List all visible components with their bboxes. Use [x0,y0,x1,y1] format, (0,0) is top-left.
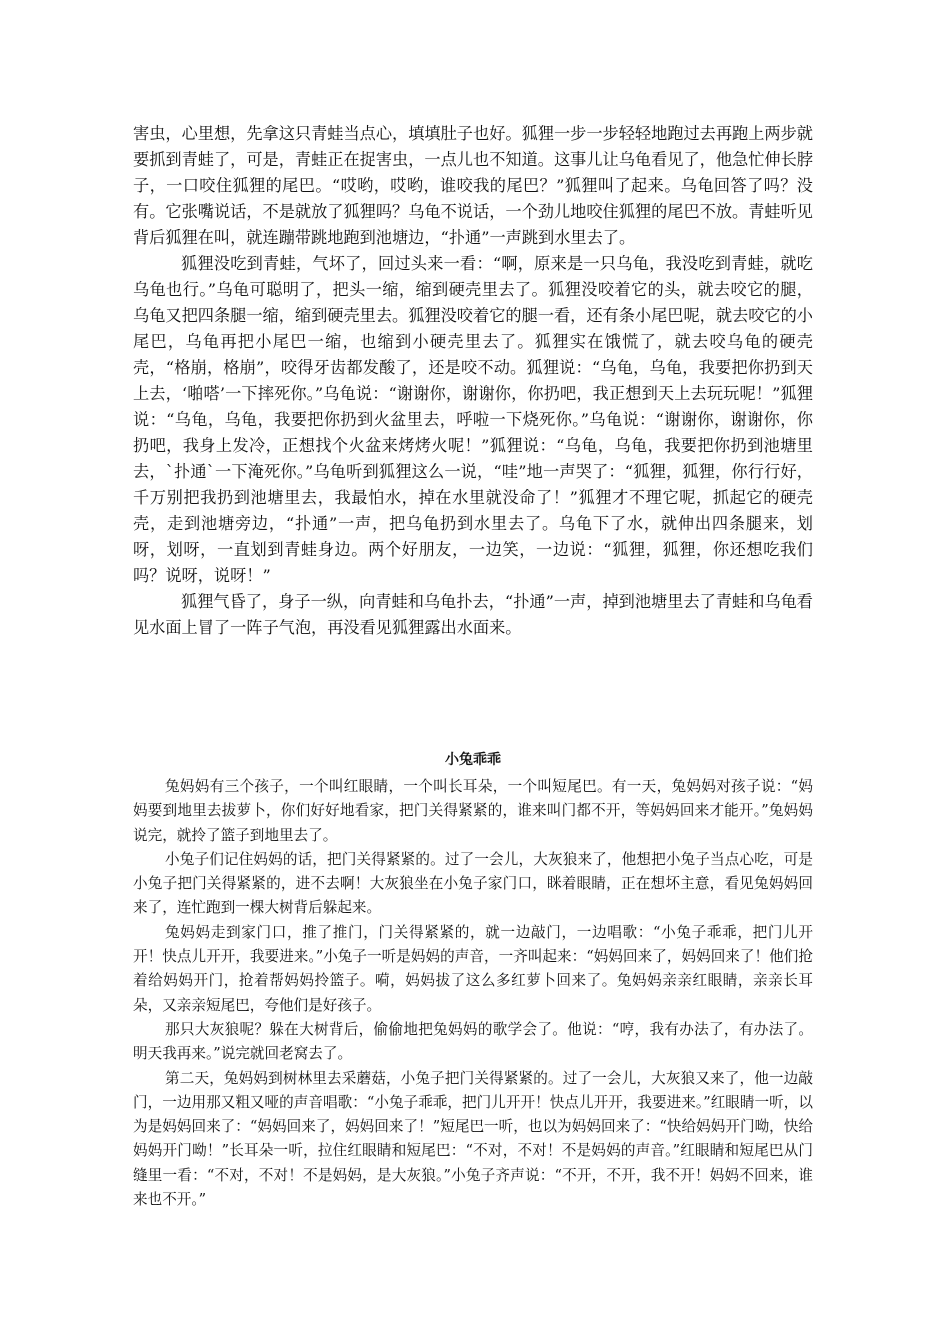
paragraph: 第二天，兔妈妈到树林里去采蘑菇，小兔子把门关得紧紧的。过了一会儿，大灰狼又来了，他一边敲门，一边用那又粗又哑的声音唱歌：“小兔子乖乖，把门儿开开！快点儿开开，我要进来。”红眼睛一听，以为是妈妈回来了：“妈妈回来了，妈妈回来了！”短尾巴一听，也以为妈妈回来了：“快给妈妈开门呦，快给妈妈开门呦！”长耳朵一听，拉住红眼睛和短尾巴：“不对，不对！不是妈妈的声音。”红眼睛和短尾巴从门缝里一看：“不对，不对！不是妈妈，是大灰狼。”小兔子齐声说：“不开，不开，我不开！妈妈不回来，谁来也不开。” [133,1069,813,1209]
paragraph: 兔妈妈走到家门口，推了推门，门关得紧紧的，就一边敲门，一边唱歌：“小兔子乖乖，把门儿开开！快点儿开开，我要进来。”小兔子一听是妈妈的声音，一齐叫起来：“妈妈回来了，妈妈回来了！他们抢着给妈妈开门，抢着帮妈妈拎篮子。嗬，妈妈拔了这么多红萝卜回来了。兔妈妈亲亲红眼睛，亲亲长耳朵，又亲亲短尾巴，夸他们是好孩子。 [133,923,813,1014]
story-little-rabbits [133,775,813,1212]
paragraph: 狐狸没吃到青蛙，气坏了，回过头来一看：“啊，原来是一只乌龟，我没吃到青蛙，就吃乌龟也行。”乌龟可聪明了，把头一缩，缩到硬壳里去了。狐狸没咬着它的头，就去咬它的腿，乌龟又把四条腿一缩，缩到硬壳里去。狐狸没咬着它的腿一看，还有条小尾巴呢，就去咬它的小尾巴，乌龟再把小尾巴一缩，也缩到小硬壳里去了。狐狸实在饿慌了，就去咬乌龟的硬壳壳，“格崩，格崩”，咬得牙齿都发酸了，还是咬不动。狐狸说：“乌龟，乌龟，我要把你扔到天上去，‘啪嗒’一下摔死你。”乌龟说：“谢谢你，谢谢你，你扔吧，我正想到天上去玩玩呢！”狐狸说：“乌龟，乌龟，我要把你扔到火盆里去，呼啦一下烧死你。”乌龟说：“谢谢你，谢谢你，你扔吧，我身上发冷，正想找个火盆来烤烤火呢！”狐狸说：“乌龟，乌龟，我要把你扔到池塘里去，`扑通`一下淹死你。”乌龟听到狐狸这么一说，“哇”地一声哭了：“狐狸，狐狸，你行行好，千万别把我扔到池塘里去，我最怕水，掉在水里就没命了！”狐狸才不理它呢，抓起它的硬壳壳，走到池塘旁边，“扑通”一声，把乌龟扔到水里去了。乌龟下了水，就伸出四条腿来，划呀，划呀，一直划到青蛙身边。两个好朋友，一边笑，一边说：“狐狸，狐狸，你还想吃我们吗？说呀，说呀！” [133,254,813,585]
paragraph: 小兔子们记住妈妈的话，把门关得紧紧的。过了一会儿，大灰狼来了，他想把小兔子当点心吃，可是小兔子把门关得紧紧的，进不去啊！大灰狼坐在小兔子家门口，眯着眼睛，正在想坏主意，看见兔妈妈回来了，连忙跑到一棵大树背后躲起来。 [133,850,813,917]
story-fox-turtle-frog [133,121,813,641]
story-title: 小兔乖乖 [445,752,501,768]
paragraph: 那只大灰狼呢？躲在大树背后，偷偷地把兔妈妈的歌学会了。他说：“哼，我有办法了，有办法了。明天我再来。”说完就回老窝去了。 [133,1020,813,1063]
paragraph: 狐狸气昏了，身子一纵，向青蛙和乌龟扑去，“扑通”一声，掉到池塘里去了青蛙和乌龟看见水面上冒了一阵子气泡，再没看见狐狸露出水面来。 [133,592,813,637]
paragraph: 兔妈妈有三个孩子，一个叫红眼睛，一个叫长耳朵，一个叫短尾巴。有一天，兔妈妈对孩子说：“妈妈要到地里去拔萝卜，你们好好地看家，把门关得紧紧的，谁来叫门都不开，等妈妈回来才能开。”兔妈妈说完，就拎了篮子到地里去了。 [133,778,813,844]
paragraph: 害虫，心里想，先拿这只青蛙当点心，填填肚子也好。狐狸一步一步轻轻地跑过去再跑上两步就要抓到青蛙了，可是，青蛙正在捉害虫，一点儿也不知道。这事儿让乌龟看见了，他急忙伸长脖子，一口咬住狐狸的尾巴。“哎哟，哎哟，谁咬我的尾巴？”狐狸叫了起来。乌龟回答了吗？没有。它张嘴说话，不是就放了狐狸吗？乌龟不说话，一个劲儿地咬住狐狸的尾巴不放。青蛙听见背后狐狸在叫，就连蹦带跳地跑到池塘边，“扑通”一声跳到水里去了。 [133,124,813,247]
